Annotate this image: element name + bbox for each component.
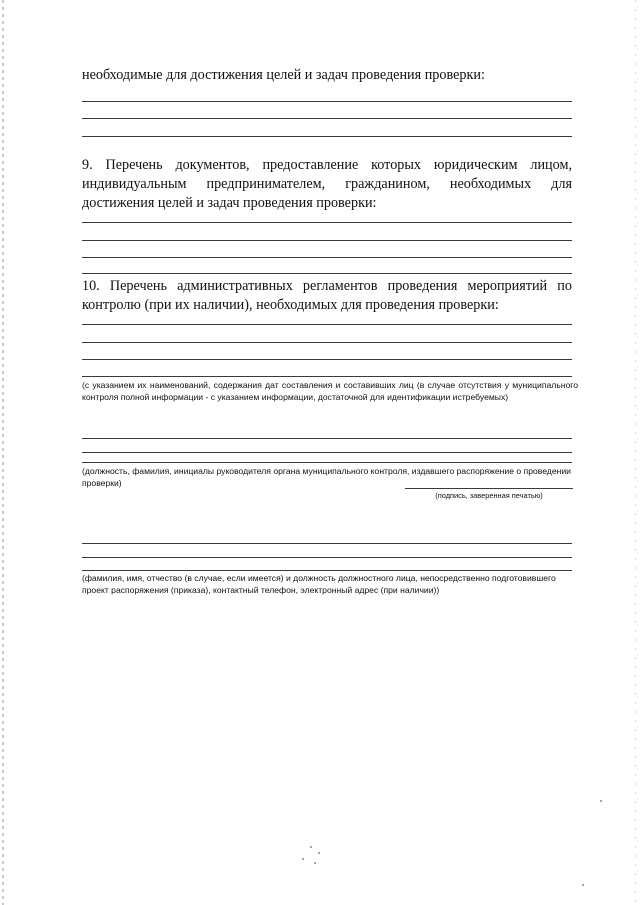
scan-speck [302, 858, 304, 860]
fill-line [82, 557, 572, 558]
scan-edge-right [635, 0, 636, 905]
fill-line [82, 438, 572, 439]
fill-line [82, 452, 572, 453]
fill-line [82, 543, 572, 544]
fill-line [82, 570, 572, 571]
scan-speck [600, 800, 602, 802]
section-10-line-1: 10. Перечень административных регламентов проведения мероприятий по [82, 278, 572, 294]
note-official: (фамилия, имя, отчество (в случае, если имеется) и должность должностного лица, непосредственно подготовившего проект распоряжения (приказа), контактный телефон, электронный адрес (при наличии)) [82, 573, 556, 595]
scan-speck [582, 884, 584, 886]
scan-speck [314, 862, 316, 864]
fill-line [82, 136, 572, 137]
note-regulations: (с указанием их наименований, содержания дат составления и составивших лиц (в случае отсутствия у муниципального контроля полной информации - с указанием информации, достаточной для идентификации истребуемых) [82, 380, 578, 402]
fill-line [82, 222, 572, 223]
section-9-line-2: индивидуальным предпринимателем, гражданином, необходимых для [82, 176, 572, 192]
fill-line [82, 118, 572, 119]
note-head: (должность, фамилия, инициалы руководителя органа муниципального контроля, издавшего распоряжение о проведении проверки) [82, 466, 571, 488]
scan-speck [310, 846, 312, 848]
fill-line [82, 257, 572, 258]
fill-line [82, 342, 572, 343]
section-10-line-2: контролю (при их наличии), необходимых для проведения проверки: [82, 297, 499, 313]
fill-line [82, 273, 572, 274]
intro-text: необходимые для достижения целей и задач проведения проверки: [82, 67, 485, 83]
section-9-line-1: 9. Перечень документов, предоставление которых юридическим лицом, [82, 157, 572, 173]
fill-line [82, 359, 572, 360]
scan-edge-left [2, 0, 4, 905]
signature-label: (подпись, заверенная печатью) [435, 491, 543, 500]
section-9-line-3: достижения целей и задач проведения проверки: [82, 195, 377, 211]
signature-line [405, 488, 573, 489]
scan-speck [318, 852, 320, 854]
fill-line [82, 376, 572, 377]
fill-line [82, 324, 572, 325]
fill-line [82, 462, 572, 463]
fill-line [82, 101, 572, 102]
fill-line [82, 240, 572, 241]
